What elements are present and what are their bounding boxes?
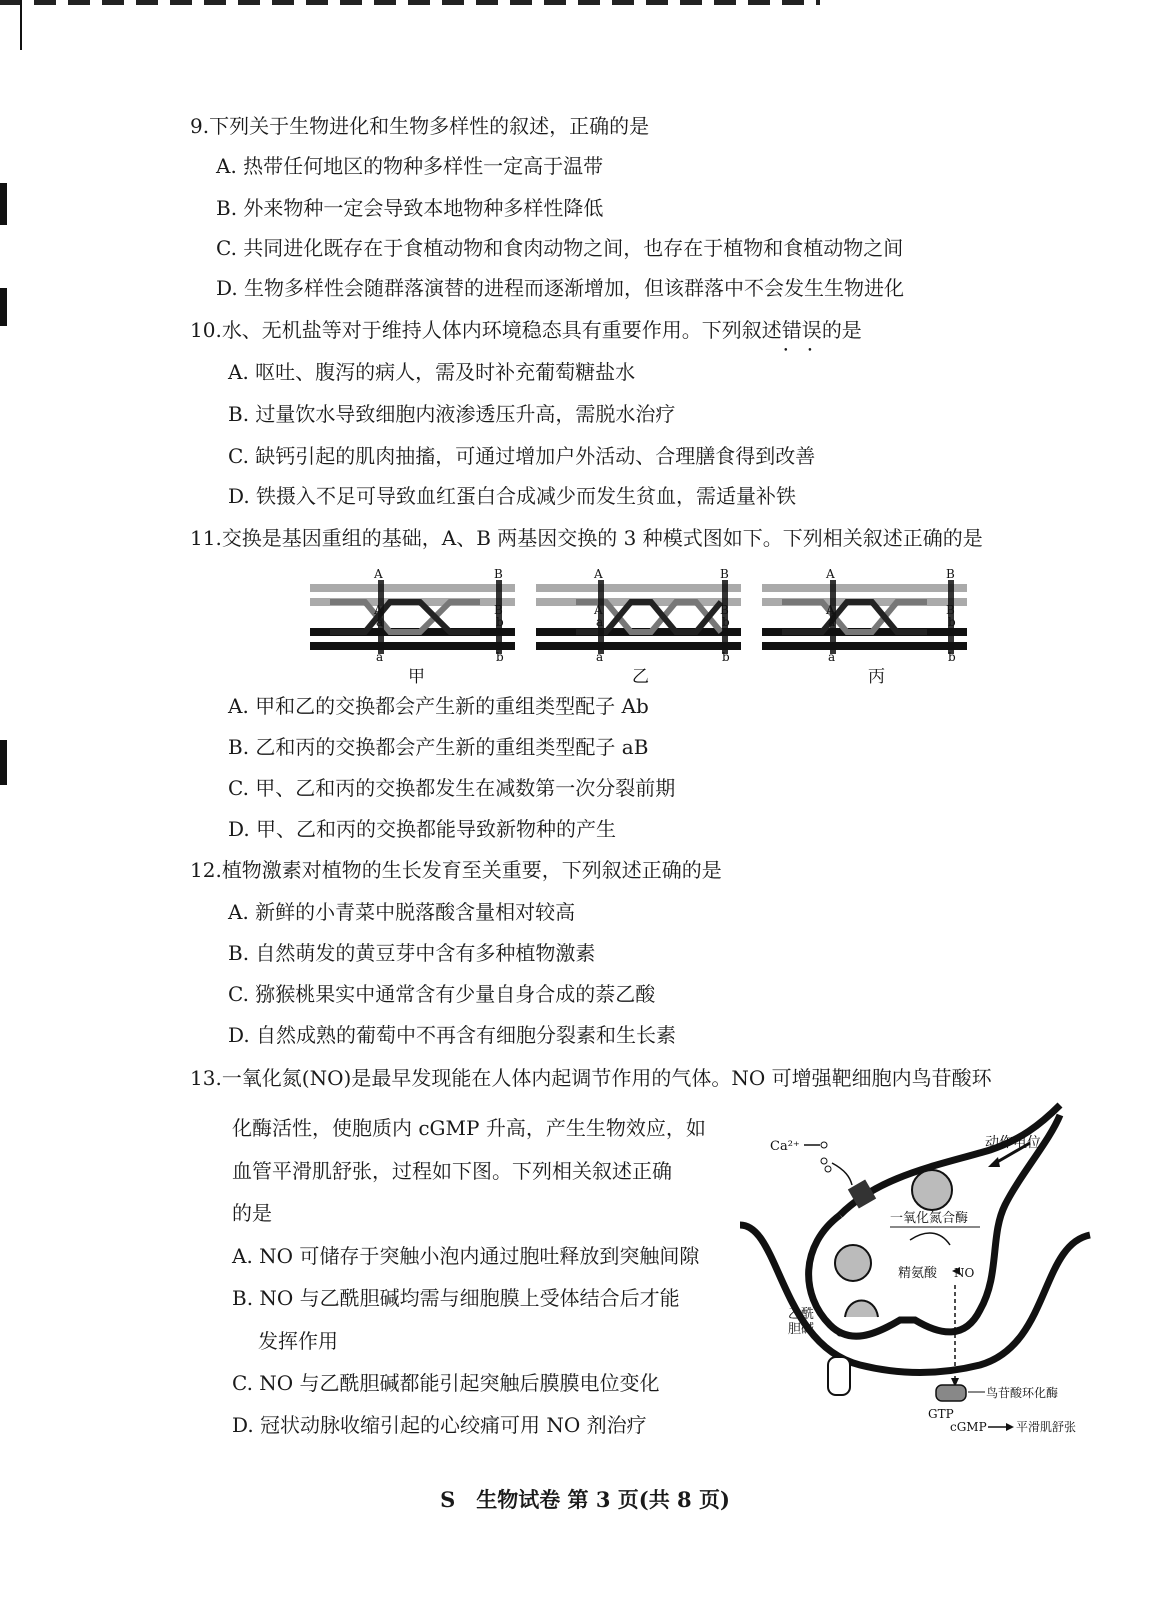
question-10-option-b: B. 过量饮水导致细胞内液渗透压升高，需脱水治疗 (228, 402, 676, 426)
ach-receptor (828, 1357, 850, 1395)
question-9-option-a: A. 热带任何地区的物种多样性一定高于温带 (216, 154, 604, 178)
svg-text:B: B (720, 603, 729, 617)
panel-label-jia: 甲 (408, 667, 425, 687)
scan-artifact-tick (20, 0, 22, 50)
panel-label-yi: 乙 (632, 667, 649, 687)
question-13-stem: 13.一氧化氮(NO)是最早发现能在人体内起调节作用的气体。NO 可增强靶细胞内鸟苷酸环 (190, 1066, 992, 1090)
vesicle-icon (912, 1170, 952, 1210)
label-action-potential: 动作电位 (985, 1135, 1041, 1151)
question-9-option-c: C. 共同进化既存在于食植动物和食肉动物之间，也存在于植物和食植动物之间 (216, 236, 904, 260)
question-13-stem-line4: 的是 (232, 1201, 272, 1225)
question-11-stem: 11.交换是基因重组的基础，A、B 两基因交换的 3 种模式图如下。下列相关叙述正确的是 (190, 526, 983, 550)
label-guanylate-cyclase: 鸟苷酸环化酶 (986, 1386, 1059, 1400)
question-12-stem: 12.植物激素对植物的生长发育至关重要，下列叙述正确的是 (190, 858, 722, 882)
scan-mark (0, 288, 7, 326)
svg-text:B: B (946, 603, 955, 617)
question-13-option-a: A. NO 可储存于突触小泡内通过胞吐释放到突触间隙 (232, 1244, 700, 1268)
crossover-diagram (310, 562, 980, 687)
question-12-option-a: A. 新鲜的小青菜中脱落酸含量相对较高 (228, 900, 576, 924)
question-13-stem-line3: 血管平滑肌舒张，过程如下图。下列相关叙述正确 (232, 1159, 672, 1183)
svg-text:b: b (722, 615, 730, 629)
question-12-option-b: B. 自然萌发的黄豆芽中含有多种植物激素 (228, 941, 596, 965)
panel-yi (536, 567, 741, 664)
svg-text:b: b (948, 650, 956, 664)
label-calcium: Ca²⁺ (770, 1139, 800, 1154)
svg-text:A: A (826, 603, 835, 617)
svg-text:A: A (594, 603, 603, 617)
scan-mark (0, 740, 7, 785)
question-9-option-d: D. 生物多样性会随群落演替的进程而逐渐增加，但该群落中不会发生生物进化 (216, 276, 905, 300)
question-11-option-d: D. 甲、乙和丙的交换都能导致新物种的产生 (228, 817, 617, 841)
question-13-option-d: D. 冠状动脉收缩引起的心绞痛可用 NO 剂治疗 (232, 1413, 647, 1437)
svg-text:a: a (596, 615, 604, 629)
svg-text:a: a (828, 650, 836, 664)
svg-text:A: A (594, 567, 603, 581)
question-11-option-c: C. 甲、乙和丙的交换都发生在减数第一次分裂前期 (228, 776, 676, 800)
label-ach-1: 乙酰 (788, 1307, 815, 1322)
svg-text:b: b (948, 615, 956, 629)
question-10-option-d: D. 铁摄入不足可导致血红蛋白合成减少而发生贫血，需适量补铁 (228, 484, 797, 508)
label-smooth-muscle-relax: 平滑肌舒张 (1016, 1420, 1077, 1434)
label-gtp: GTP (928, 1407, 954, 1421)
exocytosis-icon (845, 1301, 878, 1318)
label-arginine: 精氨酸 (898, 1266, 938, 1281)
question-13-option-c: C. NO 与乙酰胆碱都能引起突触后膜膜电位变化 (232, 1371, 660, 1395)
svg-text:b: b (722, 650, 730, 664)
label-cgmp: cGMP (950, 1420, 987, 1434)
svg-text:a: a (376, 650, 384, 664)
postsynaptic-membrane (740, 1225, 1090, 1373)
question-13-option-b: B. NO 与乙酰胆碱均需与细胞膜上受体结合后才能 (232, 1286, 680, 1310)
question-9-stem: 9.下列关于生物进化和生物多样性的叙述，正确的是 (190, 114, 650, 138)
label-nos: 一氧化氮合酶 (890, 1211, 969, 1226)
question-9-option-b: B. 外来物种一定会导致本地物种多样性降低 (216, 196, 604, 220)
question-13-stem-line2: 化酶活性，使胞质内 cGMP 升高，产生生物效应，如 (232, 1116, 706, 1140)
panel-jia (310, 567, 515, 664)
svg-text:A: A (826, 567, 835, 581)
question-10-option-a: A. 呕吐、腹泻的病人，需及时补充葡萄糖盐水 (228, 360, 636, 384)
no-synapse-diagram (740, 1095, 1100, 1440)
svg-text:b: b (496, 650, 504, 664)
emphasis-wrong: 错误 • • (782, 318, 822, 342)
page-footer: S 生物试卷 第 3 页(共 8 页) (440, 1487, 730, 1512)
guanylate-cyclase-icon (936, 1385, 966, 1401)
svg-text:a: a (376, 615, 384, 629)
question-12-option-d: D. 自然成熟的葡萄中不再含有细胞分裂素和生长素 (228, 1023, 677, 1047)
question-12-option-c: C. 猕猴桃果实中通常含有少量自身合成的萘乙酸 (228, 982, 656, 1006)
vesicle-icon (835, 1245, 871, 1281)
question-11-option-b: B. 乙和丙的交换都会产生新的重组类型配子 aB (228, 735, 649, 759)
svg-text:b: b (496, 615, 504, 629)
question-10-option-c: C. 缺钙引起的肌肉抽搐，可通过增加户外活动、合理膳食得到改善 (228, 444, 816, 468)
svg-text:B: B (720, 567, 729, 581)
label-no: NO (954, 1266, 975, 1280)
svg-text:a: a (596, 650, 604, 664)
question-11-option-a: A. 甲和乙的交换都会产生新的重组类型配子 Ab (228, 694, 649, 718)
label-ach-2: 胆碱 (788, 1322, 815, 1337)
scan-mark (0, 183, 7, 225)
svg-text:a: a (828, 615, 836, 629)
panel-bing (762, 567, 967, 664)
svg-text:B: B (494, 567, 503, 581)
question-13-option-b-cont: 发挥作用 (258, 1329, 338, 1353)
svg-text:A: A (374, 567, 383, 581)
panel-label-bing: 丙 (868, 667, 885, 687)
question-10-stem: 10.水、无机盐等对于维持人体内环境稳态具有重要作用。下列叙述错误 • •的是 (190, 314, 1170, 343)
svg-text:B: B (946, 567, 955, 581)
svg-text:A: A (374, 603, 383, 617)
scan-artifact-top (0, 0, 820, 5)
svg-text:B: B (494, 603, 503, 617)
